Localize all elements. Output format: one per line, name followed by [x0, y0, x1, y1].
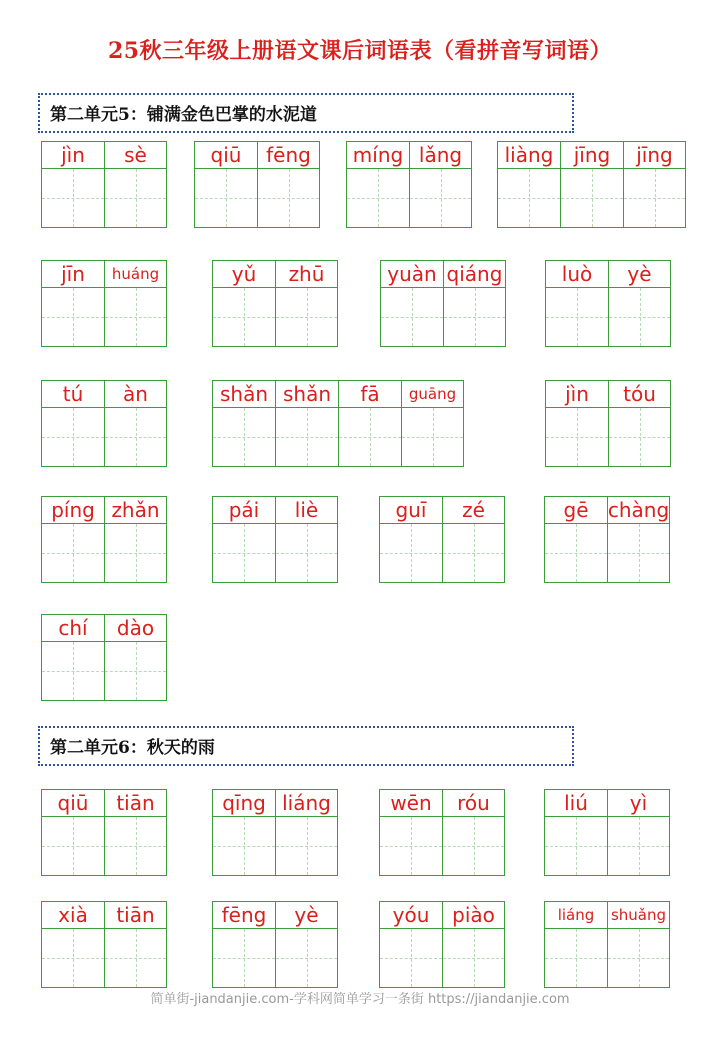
pinyin-label: yǔ [212, 260, 275, 288]
writing-box[interactable] [346, 169, 409, 228]
writing-box[interactable] [104, 524, 167, 583]
pinyin-label: zhū [275, 260, 338, 288]
writing-box[interactable] [104, 642, 167, 701]
writing-box[interactable] [194, 169, 257, 228]
writing-box[interactable] [338, 408, 401, 467]
word-grid [212, 901, 338, 988]
pinyin-label: yè [608, 260, 671, 288]
writing-box[interactable] [104, 929, 167, 988]
pinyin-label: zhǎn [104, 496, 167, 524]
pinyin-label: wēn [379, 789, 442, 817]
character-cell [346, 141, 409, 228]
section-heading-text: 第二单元6：秋天的雨 [50, 738, 215, 758]
character-cell [409, 141, 472, 228]
character-cell [380, 260, 443, 347]
character-cell [41, 141, 104, 228]
writing-box[interactable] [257, 169, 320, 228]
writing-box[interactable] [560, 169, 623, 228]
word-grid [346, 141, 472, 228]
pinyin-label: yuàn [380, 260, 443, 288]
character-cell [212, 901, 275, 988]
character-cell [401, 380, 464, 467]
writing-box[interactable] [104, 817, 167, 876]
word-grid [212, 789, 338, 876]
page-title: 25秋三年级上册语文课后词语表（看拼音写词语） [107, 38, 613, 64]
word-grid [379, 789, 505, 876]
pinyin-label: tiān [104, 901, 167, 929]
character-cell [41, 789, 104, 876]
writing-box[interactable] [443, 288, 506, 347]
character-cell [104, 901, 167, 988]
word-grid [41, 789, 167, 876]
pinyin-label: píng [41, 496, 104, 524]
pinyin-label: liáng [275, 789, 338, 817]
footer-watermark: 简单街-jiandanjie.com-学科网简单学习一条街 https://jiandanjie.com [150, 992, 570, 1007]
character-cell [104, 614, 167, 701]
word-grid [544, 496, 670, 583]
word-grid [212, 260, 338, 347]
writing-box[interactable] [380, 288, 443, 347]
writing-box[interactable] [212, 817, 275, 876]
writing-box[interactable] [41, 929, 104, 988]
pinyin-label: liáng [544, 901, 607, 929]
writing-box[interactable] [608, 408, 671, 467]
writing-box[interactable] [442, 524, 505, 583]
pinyin-label: lǎng [409, 141, 472, 169]
character-cell [275, 789, 338, 876]
character-cell [545, 380, 608, 467]
pinyin-label: jìn [545, 380, 608, 408]
character-cell [442, 496, 505, 583]
writing-box[interactable] [379, 524, 442, 583]
word-grid [544, 789, 670, 876]
writing-box[interactable] [212, 524, 275, 583]
pinyin-label: yóu [379, 901, 442, 929]
word-grid [545, 380, 671, 467]
writing-box[interactable] [544, 524, 607, 583]
writing-box[interactable] [41, 817, 104, 876]
character-cell [379, 496, 442, 583]
character-cell [607, 496, 670, 583]
character-cell [442, 789, 505, 876]
writing-box[interactable] [104, 169, 167, 228]
character-cell [275, 380, 338, 467]
character-cell [104, 260, 167, 347]
writing-box[interactable] [379, 817, 442, 876]
pinyin-label: liàng [497, 141, 560, 169]
character-cell [257, 141, 320, 228]
pinyin-label: fēng [257, 141, 320, 169]
pinyin-label: zé [442, 496, 505, 524]
writing-box[interactable] [401, 408, 464, 467]
character-cell [338, 380, 401, 467]
character-cell [442, 901, 505, 988]
pinyin-label: míng [346, 141, 409, 169]
writing-box[interactable] [212, 408, 275, 467]
section-heading-text: 第二单元5：铺满金色巴掌的水泥道 [50, 105, 317, 125]
character-cell [623, 141, 686, 228]
pinyin-label: yè [275, 901, 338, 929]
writing-box[interactable] [497, 169, 560, 228]
character-cell [544, 496, 607, 583]
pinyin-label: tiān [104, 789, 167, 817]
pinyin-label: sè [104, 141, 167, 169]
writing-box[interactable] [275, 817, 338, 876]
writing-box[interactable] [104, 408, 167, 467]
word-grid [41, 614, 167, 701]
pinyin-label: jīng [560, 141, 623, 169]
pinyin-label: piào [442, 901, 505, 929]
character-cell [212, 380, 275, 467]
pinyin-label: xià [41, 901, 104, 929]
character-cell [41, 901, 104, 988]
character-cell [41, 496, 104, 583]
writing-box[interactable] [41, 524, 104, 583]
character-cell [104, 380, 167, 467]
writing-box[interactable] [544, 817, 607, 876]
writing-box[interactable] [212, 288, 275, 347]
pinyin-label: tóu [608, 380, 671, 408]
pinyin-label: fēng [212, 901, 275, 929]
character-cell [379, 789, 442, 876]
pinyin-label: liè [275, 496, 338, 524]
word-grid [380, 260, 506, 347]
character-cell [275, 496, 338, 583]
writing-box[interactable] [545, 408, 608, 467]
word-grid [379, 496, 505, 583]
character-cell [545, 260, 608, 347]
character-cell [607, 789, 670, 876]
character-cell [212, 496, 275, 583]
character-cell [41, 614, 104, 701]
word-grid [497, 141, 686, 228]
character-cell [104, 789, 167, 876]
word-grid [212, 380, 464, 467]
character-cell [497, 141, 560, 228]
writing-box[interactable] [607, 929, 670, 988]
section-heading-unit5 [38, 93, 574, 133]
character-cell [41, 260, 104, 347]
character-cell [212, 260, 275, 347]
writing-box[interactable] [623, 169, 686, 228]
pinyin-label: dào [104, 614, 167, 642]
pinyin-label: qīng [212, 789, 275, 817]
writing-box[interactable] [544, 929, 607, 988]
word-grid [41, 380, 167, 467]
writing-box[interactable] [41, 169, 104, 228]
pinyin-label: yì [607, 789, 670, 817]
writing-box[interactable] [442, 929, 505, 988]
writing-box[interactable] [41, 288, 104, 347]
pinyin-label: shuǎng [607, 901, 670, 929]
pinyin-label: pái [212, 496, 275, 524]
word-grid [379, 901, 505, 988]
character-cell [275, 901, 338, 988]
character-cell [275, 260, 338, 347]
pinyin-label: àn [104, 380, 167, 408]
word-grid [545, 260, 671, 347]
word-grid [41, 901, 167, 988]
character-cell [607, 901, 670, 988]
pinyin-label: fā [338, 380, 401, 408]
writing-box[interactable] [545, 288, 608, 347]
pinyin-label: luò [545, 260, 608, 288]
writing-box[interactable] [607, 524, 670, 583]
word-grid [544, 901, 670, 988]
pinyin-label: qiáng [443, 260, 506, 288]
character-cell [41, 380, 104, 467]
pinyin-label: tú [41, 380, 104, 408]
pinyin-label: jīng [623, 141, 686, 169]
writing-box[interactable] [409, 169, 472, 228]
character-cell [104, 141, 167, 228]
pinyin-label: chí [41, 614, 104, 642]
pinyin-label: qiū [41, 789, 104, 817]
writing-box[interactable] [607, 817, 670, 876]
character-cell [544, 789, 607, 876]
word-grid [41, 496, 167, 583]
writing-box[interactable] [275, 524, 338, 583]
pinyin-label: gē [544, 496, 607, 524]
pinyin-label: guī [379, 496, 442, 524]
writing-box[interactable] [608, 288, 671, 347]
writing-box[interactable] [442, 817, 505, 876]
character-cell [608, 380, 671, 467]
writing-box[interactable] [275, 408, 338, 467]
word-grid [41, 260, 167, 347]
writing-box[interactable] [41, 408, 104, 467]
character-cell [104, 496, 167, 583]
pinyin-label: qiū [194, 141, 257, 169]
pinyin-label: jīn [41, 260, 104, 288]
word-grid [194, 141, 320, 228]
pinyin-label: jìn [41, 141, 104, 169]
character-cell [443, 260, 506, 347]
character-cell [544, 901, 607, 988]
writing-box[interactable] [275, 288, 338, 347]
pinyin-label: liú [544, 789, 607, 817]
word-grid [212, 496, 338, 583]
character-cell [560, 141, 623, 228]
writing-box[interactable] [379, 929, 442, 988]
character-cell [608, 260, 671, 347]
writing-box[interactable] [41, 642, 104, 701]
character-cell [379, 901, 442, 988]
pinyin-label: róu [442, 789, 505, 817]
pinyin-label: shǎn [275, 380, 338, 408]
writing-box[interactable] [212, 929, 275, 988]
word-grid [41, 141, 167, 228]
pinyin-label: guāng [401, 380, 464, 408]
character-cell [212, 789, 275, 876]
pinyin-label: shǎn [212, 380, 275, 408]
section-heading-unit6 [38, 726, 574, 766]
character-cell [194, 141, 257, 228]
pinyin-label: chàng [607, 498, 670, 522]
writing-box[interactable] [275, 929, 338, 988]
writing-box[interactable] [104, 288, 167, 347]
pinyin-label: huáng [104, 260, 167, 288]
